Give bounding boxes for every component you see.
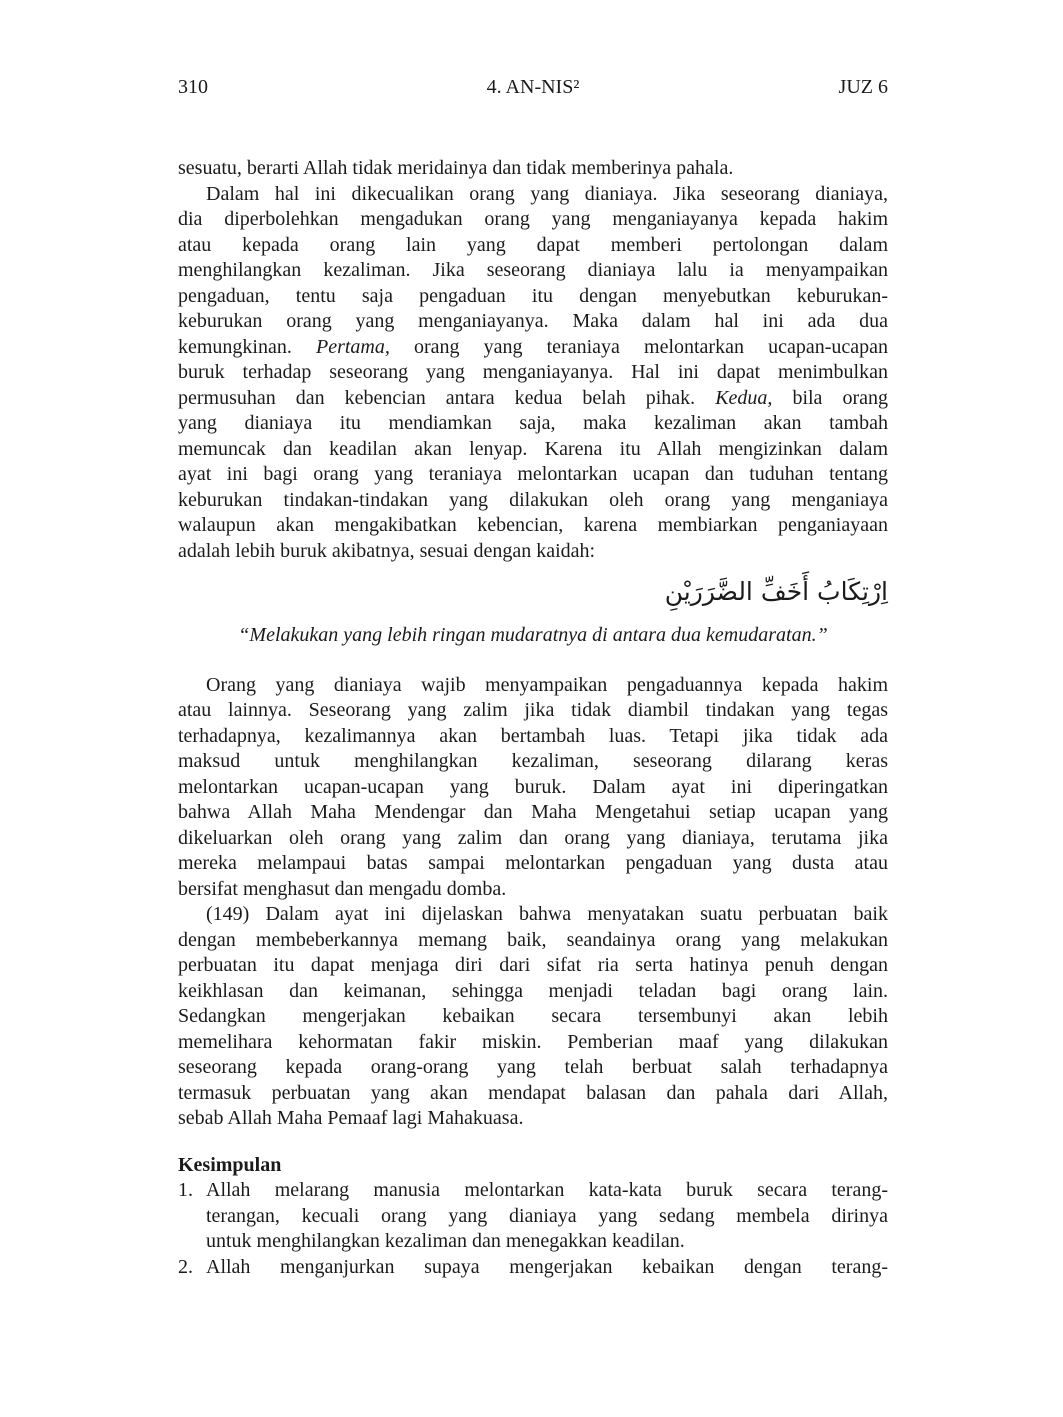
text-line: sesuatu, berarti Allah tidak meridainya dan tidak memberinya pahala. [178, 157, 734, 179]
text-line: maksud untuk menghilangkan kezaliman, seseorang dilarang keras [178, 750, 888, 772]
list-line: untuk menghilangkan kezaliman dan menegakkan keadilan. [206, 1230, 685, 1252]
arabic-quote: اِرْتِكَابُ أَخَفِّ الضَّرَرَيْنِ [664, 577, 888, 606]
juz-label: JUZ 6 [838, 76, 888, 98]
text-line: ayat ini bagi orang yang teraniaya melontarkan ucapan dan tuduhan tentang [178, 463, 888, 485]
text-line: keikhlasan dan keimanan, sehingga menjadi teladan bagi orang lain. [178, 979, 888, 1002]
text-line: (149) Dalam ayat ini dijelaskan bahwa menyatakan suatu perbuatan baik [206, 903, 888, 925]
text-line: permusuhan dan kebencian antara kedua belah pihak. Kedua, bila orang [178, 386, 888, 409]
text-line: perbuatan itu dapat menjaga diri dari sifat ria serta hatinya penuh dengan [178, 954, 888, 976]
paragraph [178, 902, 888, 1132]
text-line: yang dianiaya itu mendiamkan saja, maka kezaliman akan tambah [178, 412, 888, 434]
text-line: melontarkan ucapan-ucapan yang buruk. Dalam ayat ini diperingatkan [178, 775, 888, 798]
text-line: atau kepada orang lain yang dapat memberi pertolongan dalam [178, 233, 888, 256]
section-heading: Kesimpulan [178, 1153, 282, 1176]
list-line: Allah melarang manusia melontarkan kata-kata buruk secara terang- [206, 1179, 888, 1201]
text-line: termasuk perbuatan yang akan mendapat balasan dan pahala dari Allah, [178, 1081, 888, 1104]
paragraph [178, 156, 888, 182]
text-line: Sedangkan mengerjakan kebaikan secara tersembunyi akan lebih [178, 1005, 888, 1027]
text-line: memelihara kehormatan fakir miskin. Pemberian maaf yang dilakukan [178, 1030, 888, 1053]
page-header [178, 75, 888, 100]
text-line: keburukan tindakan-tindakan yang dilakukan oleh orang yang menganiaya [178, 488, 888, 511]
doc-title: 4. AN-NIS² [486, 76, 580, 98]
text-line: memuncak dan keadilan akan lenyap. Karena itu Allah mengizinkan dalam [178, 437, 888, 460]
text-line: sebab Allah Maha Pemaaf lagi Mahakuasa. [178, 1107, 524, 1129]
list-item [178, 1255, 888, 1281]
translation-quote: “Melakukan yang lebih ringan mudaratnya di antara dua kemudaratan.” [238, 624, 828, 646]
text-line: buruk terhadap seseorang yang menganiayanya. Hal ini dapat menimbulkan [178, 361, 888, 383]
text-line: Dalam hal ini dikecualikan orang yang dianiaya. Jika seseorang dianiaya, [206, 182, 888, 205]
document-content [178, 156, 888, 1280]
text-line: bahwa Allah Maha Mendengar dan Maha Mengetahui setiap ucapan yang [178, 801, 888, 823]
text-line: seseorang kepada orang-orang yang telah berbuat salah terhadapnya [178, 1056, 888, 1078]
text-line: menghilangkan kezaliman. Jika seseorang dianiaya lalu ia menyampaikan [178, 259, 888, 281]
paragraph [178, 182, 888, 565]
paragraph [178, 673, 888, 903]
text-line: pengaduan, tentu saja pengaduan itu dengan menyebutkan keburukan- [178, 284, 888, 307]
text-line: keburukan orang yang menganiayanya. Maka dalam hal ini ada dua [178, 310, 888, 332]
text-line: mereka melampaui batas sampai melontarkan pengaduan yang dusta atau [178, 852, 888, 874]
list-number: 2. [178, 1255, 193, 1278]
text-line: bersifat menghasut dan mengadu domba. [178, 877, 507, 900]
page-number: 310 [178, 76, 208, 98]
text-line: terhadapnya, kezalimannya akan bertambah luas. Tetapi jika tidak ada [178, 724, 888, 747]
text-line: dia diperbolehkan mengadukan orang yang menganiayanya kepada hakim [178, 208, 888, 230]
list-line: Allah menganjurkan supaya mengerjakan kebaikan dengan terang- [206, 1255, 888, 1278]
text-line: atau lainnya. Seseorang yang zalim jika tidak diambil tindakan yang tegas [178, 699, 888, 721]
list-item [178, 1178, 888, 1255]
list-line: terangan, kecuali orang yang dianiaya yang sedang membela dirinya [206, 1204, 888, 1227]
text-line: Orang yang dianiaya wajib menyampaikan pengaduannya kepada hakim [206, 673, 888, 696]
text-line: dengan membeberkannya memang baik, seandainya orang yang melakukan [178, 928, 888, 951]
text-line: walaupun akan mengakibatkan kebencian, karena membiarkan penganiayaan [178, 514, 888, 536]
list-number: 1. [178, 1179, 193, 1201]
text-line: dikeluarkan oleh orang yang zalim dan orang yang dianiaya, terutama jika [178, 826, 888, 849]
text-line: kemungkinan. Pertama, orang yang teraniaya melontarkan ucapan-ucapan [178, 335, 888, 358]
text-line: adalah lebih buruk akibatnya, sesuai dengan kaidah: [178, 539, 596, 562]
